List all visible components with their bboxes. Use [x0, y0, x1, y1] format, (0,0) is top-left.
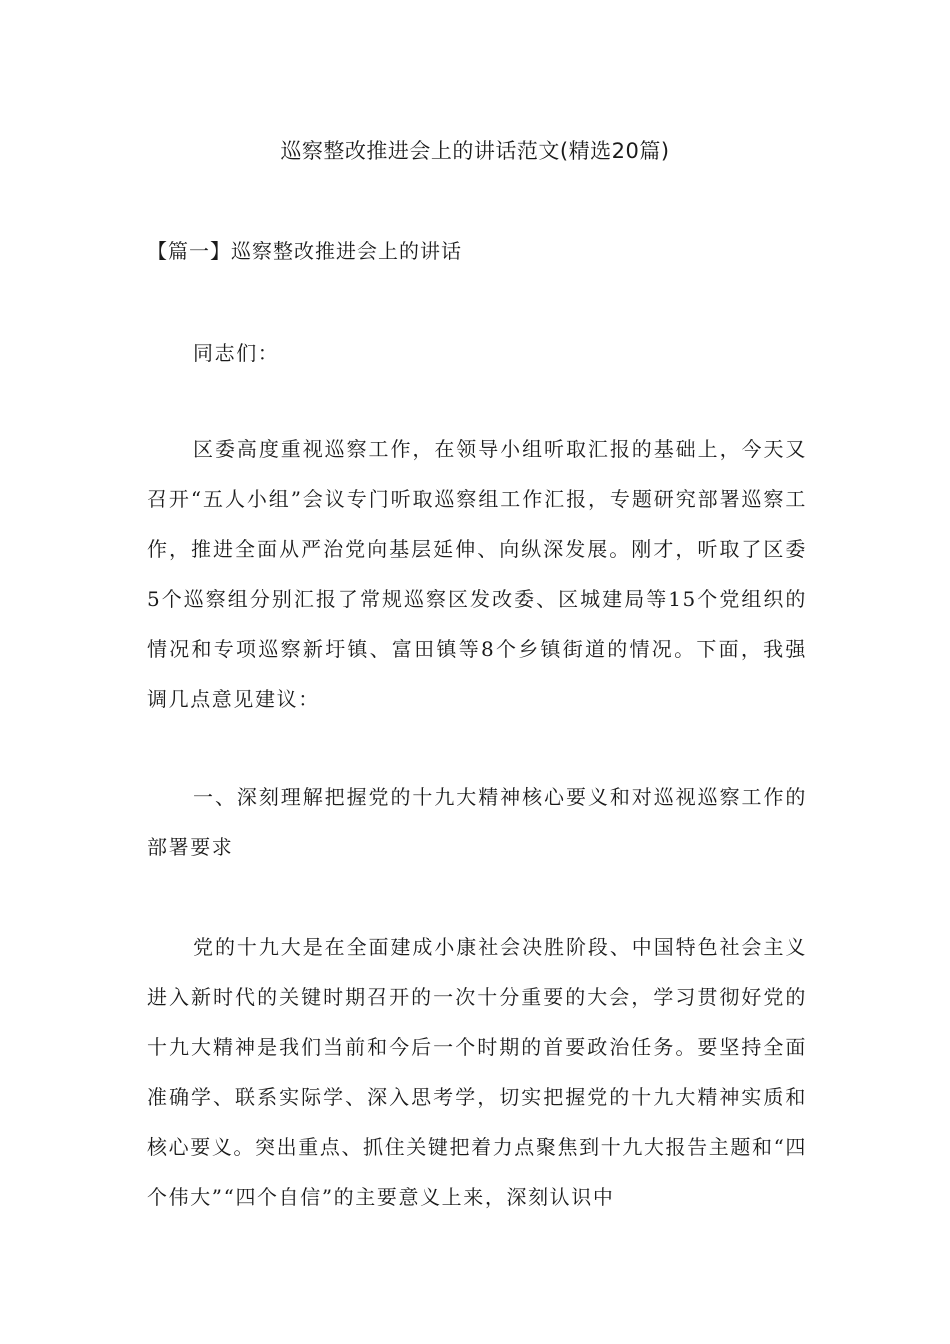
body-paragraph: 党的十九大是在全面建成小康社会决胜阶段、中国特色社会主义进入新时代的关键时期召开的一次十分重要的大会，学习贯彻好党的十九大精神是我们当前和今后一个时期的首要政治任务。要坚持全面准确学、联系实际学、深入思考学，切实把握党的十九大精神实质和核心要义。突出重点、抓住关键把着力点聚焦到十九大报告主题和“四个伟大”“四个自信”的主要意义上来，深刻认识中: [147, 935, 807, 1209]
document-title: 巡察整改推进会上的讲话范文(精选20篇): [280, 139, 670, 163]
body-paragraph: 区委高度重视巡察工作，在领导小组听取汇报的基础上，今天又召开“五人小组”会议专门听取巡察组工作汇报，专题研究部署巡察工作，推进全面从严治党向基层延伸、向纵深发展。刚才，听取了区委5个巡察组分别汇报了常规巡察区发改委、区城建局等15个党组织的情况和专项巡察新圩镇、富田镇等8个乡镇街道的情况。下面，我强调几点意见建议：: [147, 437, 807, 711]
subheading-paragraph: 一、深刻理解把握党的十九大精神核心要义和对巡视巡察工作的部署要求: [147, 785, 807, 859]
section-heading: 【篇一】巡察整改推进会上的讲话: [147, 239, 462, 263]
greeting-paragraph: 同志们：: [193, 341, 280, 365]
